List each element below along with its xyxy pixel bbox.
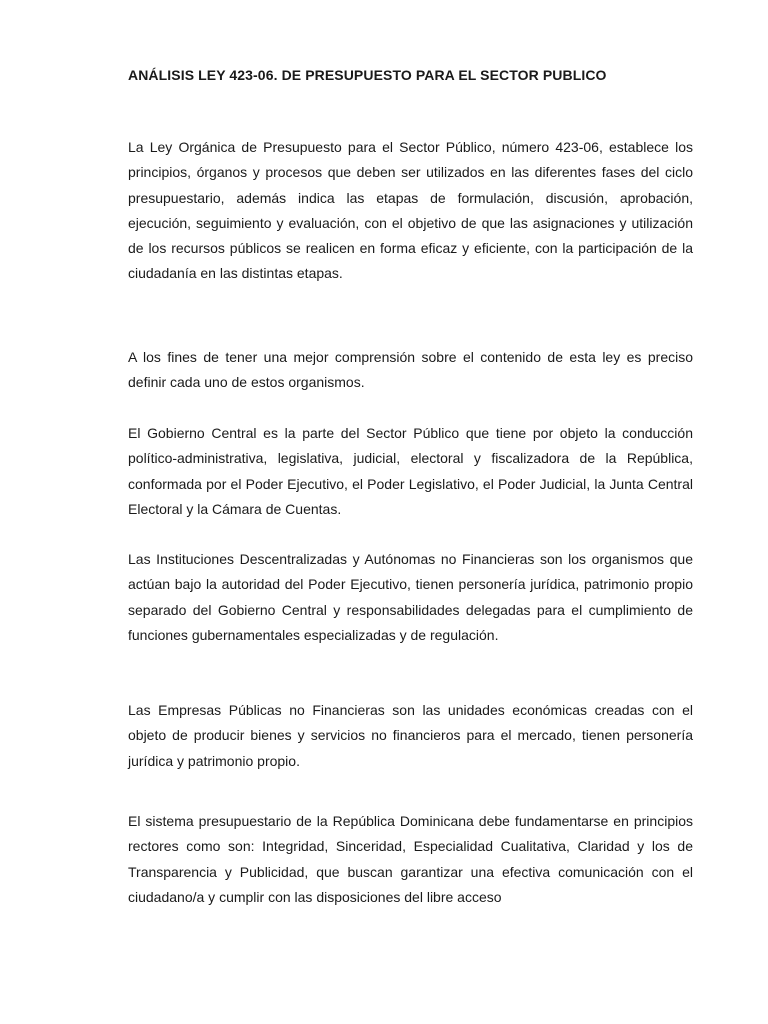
paragraph-empresas-publicas: Las Empresas Públicas no Financieras son las unidades económicas creadas con el objeto de producir bienes y servicios no financieros para el mercado, tienen personería jurídica y patrimonio propio. <box>128 702 693 769</box>
paragraph-fines: A los fines de tener una mejor comprensión sobre el contenido de esta ley es preciso definir cada uno de estos organismos. <box>128 349 693 391</box>
paragraph-gobierno-central: El Gobierno Central es la parte del Sector Público que tiene por objeto la conducción político-administrativa, legislativa, judicial, electoral y fiscalizadora de la República, conformada por el Poder Ejecutivo, el Poder Legislativo, el Poder Judicial, la Junta Central Electoral y la Cámara de Cuentas. <box>128 425 693 517</box>
paragraph-ley-organica: La Ley Orgánica de Presupuesto para el Sector Público, número 423-06, establece los principios, órganos y procesos que deben ser utilizados en las diferentes fases del ciclo presupuestario, además indica las etapas de formulación, discusión, aprobación, ejecución, seguimiento y evaluación, con el objetivo de que las asignaciones y utilización de los recursos públicos se realicen en forma eficaz y eficiente, con la participación de la ciudadanía en las distintas etapas. <box>128 139 693 282</box>
document-title: ANÁLISIS LEY 423-06. DE PRESUPUESTO PARA EL SECTOR PUBLICO <box>128 67 607 83</box>
paragraph-sistema-presupuestario: El sistema presupuestario de la República Dominicana debe fundamentarse en principios rectores como son: Integridad, Sinceridad, Especialidad Cualitativa, Claridad y los de Transparencia y Publicidad, que buscan garantizar una efectiva comunicación con el ciudadano/a y cumplir con las disposiciones del libre acceso <box>128 813 693 905</box>
paragraph-instituciones: Las Instituciones Descentralizadas y Autónomas no Financieras son los organismos que actúan bajo la autoridad del Poder Ejecutivo, tienen personería jurídica, patrimonio propio separado del Gobierno Central y responsabilidades delegadas para el cumplimiento de funciones gubernamentales especializadas y de regulación. <box>128 551 693 643</box>
